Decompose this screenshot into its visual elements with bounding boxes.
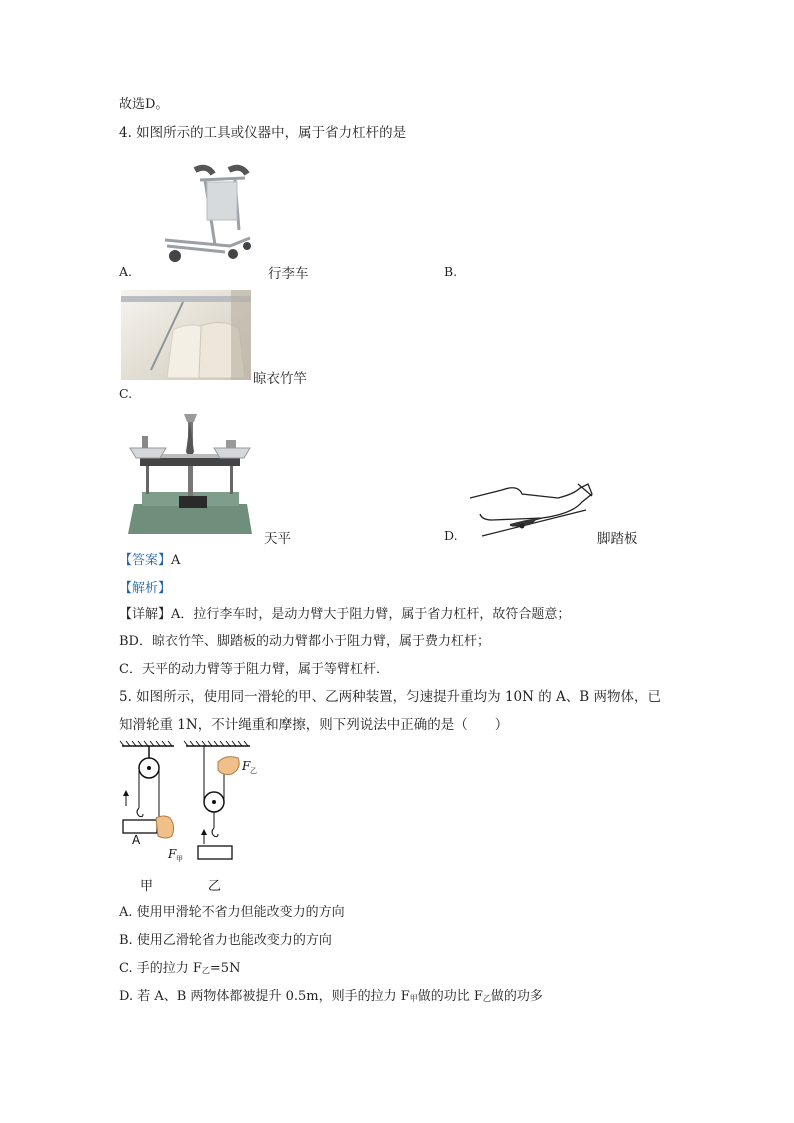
q4-option-b-caption: 晾衣竹竿 <box>253 371 307 387</box>
force-left-letter: F <box>168 847 177 861</box>
q5-option-d-suffix: 做的功多 <box>490 989 543 1004</box>
detail-line <box>119 606 570 624</box>
luggage-cart-image <box>155 160 255 265</box>
q4-option-d-caption: 脚踏板 <box>597 531 638 547</box>
q5-option-a: A. 使用甲滑轮不省力但能改变力的方向 <box>119 905 345 920</box>
caption-left: 甲 <box>140 879 154 894</box>
block-a <box>123 820 157 833</box>
q4-option-a-letter: A. <box>119 264 133 279</box>
caption-right: 乙 <box>208 879 222 894</box>
pulley-diagram <box>118 740 278 895</box>
c-explanation: C．天平的动力臂等于阻力臂，属于等臂杠杆． <box>119 662 389 677</box>
q5-option-c <box>119 960 240 980</box>
question-5-line-1: 5. 如图所示，使用同一滑轮的甲、乙两种装置，匀速提升重均为 10N 的 A、B 两物体，已 <box>119 689 661 705</box>
q5-option-d-sub2: 乙 <box>482 994 491 1003</box>
q5-option-c-suffix: =5N <box>209 961 241 976</box>
detail-text: A．拉行李车时，是动力臂大于阻力臂，属于省力杠杆，故符合题意； <box>171 607 571 622</box>
answer-tag: 【答案】 <box>119 553 172 568</box>
ceiling-right <box>184 741 250 746</box>
detail-tag: 【详解】 <box>119 607 172 622</box>
q4-option-b-letter: B. <box>444 264 458 279</box>
question-4-stem: 4. 如图所示的工具或仪器中，属于省力杠杆的是 <box>119 125 407 141</box>
analysis-tag: 【解析】 <box>119 581 172 596</box>
cart-basket <box>207 182 237 220</box>
question-5-line-2: 知滑轮重 1N，不计绳重和摩擦，则下列说法中正确的是（ ） <box>119 717 509 733</box>
q5-option-d-mid: 做的功比 F <box>417 989 483 1004</box>
q4-option-a-caption: 行李车 <box>268 266 309 282</box>
q5-option-d-prefix: D. 若 A、B 两物体都被提升 0.5m，则手的拉力 F <box>119 989 410 1004</box>
answer-line <box>119 552 180 570</box>
clothes-pole-image <box>121 290 251 380</box>
q4-option-c-caption: 天平 <box>264 531 291 547</box>
ceiling-left <box>120 741 174 746</box>
bd-explanation: BD．晾衣竹竿、脚踏板的动力臂都小于阻力臂，属于费力杠杆； <box>119 634 490 649</box>
balance-scale-image <box>122 412 257 537</box>
q5-option-d <box>119 988 543 1008</box>
q4-option-d-letter: D. <box>444 528 458 543</box>
q5-option-d-sub1: 甲 <box>409 994 418 1003</box>
q5-option-c-prefix: C. 手的拉力 F <box>119 961 202 976</box>
block-b <box>198 846 232 859</box>
force-right-letter: F <box>242 759 251 773</box>
force-left-sub: 甲 <box>176 855 183 863</box>
analysis-line <box>119 580 171 598</box>
q5-option-c-sub: 乙 <box>201 966 210 975</box>
foot-pedal-image <box>462 474 602 544</box>
q4-option-c-letter: C. <box>119 386 133 401</box>
q5-option-b: B. 使用乙滑轮省力也能改变力的方向 <box>119 933 332 948</box>
force-right-sub: 乙 <box>250 767 257 775</box>
prev-answer-line: 故选D。 <box>119 97 169 112</box>
answer-value: A <box>171 553 181 568</box>
label-a: A <box>132 833 141 847</box>
